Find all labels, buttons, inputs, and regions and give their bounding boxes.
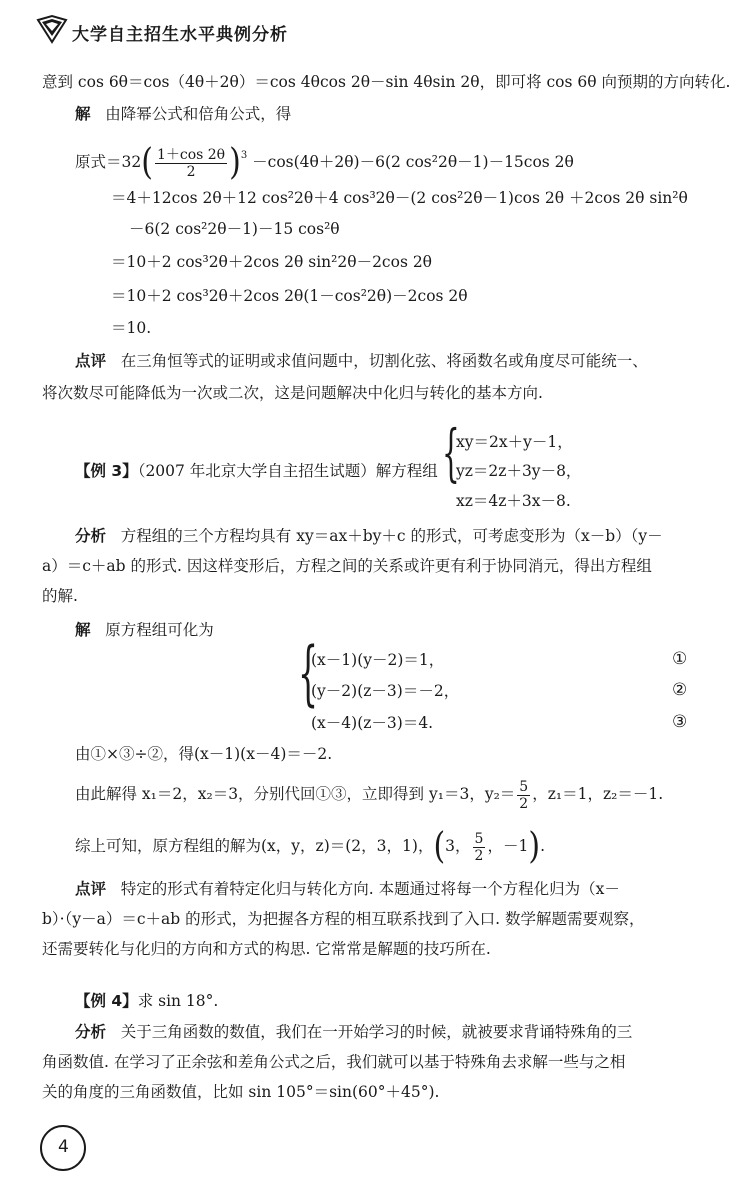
example4-label: 【例 4】 bbox=[75, 992, 138, 1010]
step3-text-b1: 3， bbox=[445, 837, 471, 855]
step2-frac-denominator: 2 bbox=[519, 795, 529, 812]
solution1-header bbox=[75, 104, 291, 124]
analysis4-text1: 关于三角函数的数值，我们在一开始学习的时候，就被要求背诵特殊角的三 bbox=[120, 1023, 633, 1041]
comment1-line2: 将次数尽可能降低为一次或二次，这是问题解决中化归与转化的基本方向. bbox=[42, 384, 543, 402]
analysis3-label: 分析 bbox=[75, 527, 107, 545]
equation-1: ＝4＋12cos 2θ＋12 cos²2θ＋4 cos³2θ－(2 cos²2θ－1)cos 2θ ＋2cos 2θ sin²θ bbox=[111, 189, 688, 207]
eq0-frac-denominator: 2 bbox=[186, 163, 196, 180]
circled-number-3: ③ bbox=[672, 712, 688, 732]
comment1-text1: 在三角恒等式的证明或求值问题中，切割化弦、将函数名或角度尽可能统一、 bbox=[120, 352, 648, 370]
comment3-label: 点评 bbox=[75, 880, 107, 898]
step3-frac-denominator: 2 bbox=[474, 847, 484, 864]
solution3-step2 bbox=[75, 774, 663, 814]
example3-brace: { bbox=[442, 416, 460, 489]
example3-eq1: xy＝2x＋y－1， bbox=[456, 433, 573, 451]
step2-frac-numerator: 5 bbox=[519, 778, 529, 795]
step2-text-b: ，z₁＝1，z₂＝－1. bbox=[532, 785, 664, 803]
example3-label: 【例 3】 bbox=[75, 462, 138, 480]
left-paren: ( bbox=[141, 141, 153, 184]
solution1-text: 由降幂公式和倍角公式，得 bbox=[105, 105, 292, 123]
example3-eq3: xz＝4z＋3x－8. bbox=[456, 492, 571, 510]
comment3-text1: 特定的形式有着特定化归与转化方向. 本题通过将每一个方程化归为（x－ bbox=[120, 880, 620, 898]
step3-right-paren: ) bbox=[528, 825, 541, 868]
step3-left-paren: ( bbox=[433, 825, 446, 868]
running-header-title: 大学自主招生水平典例分析 bbox=[72, 25, 288, 45]
step2-text-a: 由此解得 x₁＝2，x₂＝3，分别代回①③，立即得到 y₁＝3，y₂＝ bbox=[75, 785, 516, 803]
analysis4-line3: 关的角度的三角函数值，比如 sin 105°＝sin(60°＋45°). bbox=[42, 1083, 440, 1101]
circled-number-2: ② bbox=[672, 680, 688, 700]
solution3-header bbox=[75, 620, 214, 640]
solution3-step1: 由①×③÷②，得(x－1)(x－4)＝－2. bbox=[75, 745, 333, 763]
analysis3-line2: a）＝c＋ab 的形式. 因这样变形后，方程之间的关系或许更有利于协同消元，得出方程组 bbox=[42, 557, 652, 575]
solution1-label: 解 bbox=[75, 105, 91, 123]
solution3-step3: 综上可知，原方程组的解为(x，y，z)＝(2，3，1)，(3， $\frac{5}{2}$ ，－1). bbox=[75, 825, 545, 868]
example3-text: （2007 年北京大学自主招生试题）解方程组 bbox=[137, 462, 438, 480]
comment3-line1 bbox=[75, 879, 620, 899]
example4-text: 求 sin 18°. bbox=[137, 992, 219, 1010]
solution3-brace: { bbox=[298, 632, 319, 714]
solution3-eq3: (x－4)(z－3)＝4. bbox=[311, 714, 434, 732]
solution3-eq2: (y－2)(z－3)＝－2， bbox=[311, 682, 460, 700]
solution3-label: 解 bbox=[75, 621, 91, 639]
step3-text-a: 综上可知，原方程组的解为(x，y，z)＝(2，3，1)， bbox=[75, 837, 434, 855]
analysis4-line1 bbox=[75, 1022, 632, 1042]
page-number: 4 bbox=[58, 1137, 69, 1157]
analysis4-line2: 角函数值. 在学习了正余弦和差角公式之后，我们就可以基于特殊角去求解一些与之相 bbox=[42, 1053, 626, 1071]
eq0-prefix: 原式＝32 bbox=[75, 153, 142, 171]
example3-eq2: yz＝2z＋3y－8， bbox=[456, 462, 582, 480]
step2-fraction bbox=[517, 779, 530, 812]
eq0-fraction bbox=[155, 147, 227, 180]
eq0-frac-numerator: 1＋cos 2θ bbox=[156, 146, 226, 163]
equation-0 bbox=[75, 136, 574, 182]
comment1-label: 点评 bbox=[75, 352, 107, 370]
analysis4-label: 分析 bbox=[75, 1023, 107, 1041]
analysis3-text1: 方程组的三个方程均具有 xy＝ax＋by＋c 的形式，可考虑变形为（x－b）（y－ bbox=[120, 527, 663, 545]
eq0-exponent: 3 bbox=[240, 150, 248, 161]
eq0-suffix: －cos(4θ＋2θ)－6(2 cos²2θ－1)－15cos 2θ bbox=[252, 153, 574, 171]
example4-header bbox=[75, 991, 218, 1011]
solution3-text: 原方程组可化为 bbox=[105, 621, 214, 639]
book-logo-icon bbox=[36, 14, 68, 44]
equation-3: ＝10＋2 cos³2θ＋2cos 2θ sin²2θ－2cos 2θ bbox=[111, 253, 433, 271]
right-paren: ) bbox=[229, 141, 241, 184]
comment3-line3: 还需要转化与化归的方向和方式的构思. 它常常是解题的技巧所在. bbox=[42, 940, 491, 958]
solution3-eq1: (x－1)(y－2)＝1， bbox=[311, 651, 445, 669]
step3-fraction bbox=[473, 831, 486, 864]
equation-2: －6(2 cos²2θ－1)－15 cos²θ bbox=[129, 220, 340, 238]
equation-5: ＝10. bbox=[111, 319, 152, 337]
analysis3-line3: 的解. bbox=[42, 587, 78, 605]
comment1-line1 bbox=[75, 351, 648, 371]
example3-header bbox=[75, 461, 438, 481]
intro-line: 意到 cos 6θ＝cos（4θ＋2θ）＝cos 4θcos 2θ－sin 4θsin 2θ，即可将 cos 6θ 向预期的方向转化. bbox=[42, 73, 731, 91]
equation-4: ＝10＋2 cos³2θ＋2cos 2θ(1－cos²2θ)－2cos 2θ bbox=[111, 287, 468, 305]
step3-text-b2: ，－1 bbox=[487, 837, 529, 855]
comment3-line2: b）·（y－a）＝c＋ab 的形式，为把握各方程的相互联系找到了入口. 数学解题需要观察， bbox=[42, 910, 645, 928]
circled-number-1: ① bbox=[672, 649, 688, 669]
step3-frac-numerator: 5 bbox=[474, 830, 484, 847]
analysis3-line1 bbox=[75, 526, 663, 546]
